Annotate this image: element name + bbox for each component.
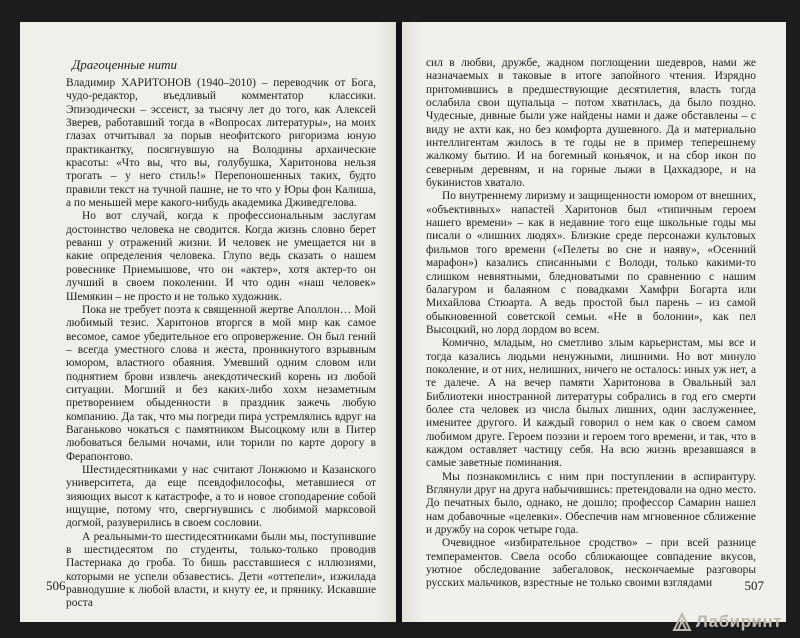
page-number-left: 506 — [46, 578, 66, 593]
left-page — [20, 22, 396, 622]
labirint-logo-icon — [672, 612, 692, 632]
paragraph: Очевидное «избирательное сродство» – при всей разнице темпераментов. Свела особо сближающее совпадение вкусов, уютное обследование забегаловок, нескончаемые разговоры русских мальчиков, взрестные не только своими взглядами — [426, 537, 756, 590]
watermark-logo — [672, 612, 782, 632]
paragraph: По внутреннему лиризму и защищенности юмором от внешних, «объективных» напастей Харитонов был «типичным героем нашего времени» – как в недавние того еще школьные годы мы писали о «лишних людях». Близкие среде персонажи культовых фильмов того времени («Пелеты во сне и наяву», «Осенний марафон») казались списанными с Володи, только какими-то слишком невнятными, бледноватыми по сравнению с нашим балагуром и балаяном с повадками Хамфри Богарта или Михайлова Стюарта. А ведь простой был парень – из самой обыкновенной советской семьи. «Не в болонии», как пел Высоцкий, но лорд лордом во всем. — [426, 190, 756, 336]
paragraph: Шестидесятниками у нас считают Лонжюмо и Казанского университета, да еще псевдофилософы, метавшиеся от зияющих высот к катастрофе, а то и новое сгоподарение собой ищущие, потому что, свергнувшись с любимой марксовой догмой, разуверились в своем сословии. — [66, 463, 376, 530]
left-page-body — [66, 77, 376, 611]
paragraph: Комично, младым, но сметливо злым карьеристам, мы все и тогда казались людьми ненужными, лишними. Но вот минуло поколение, и от них, нелишних, ничего не осталось: иных уж нет, а те далече. А на вечер памяти Харитонова в Овальный зал Библиотеки иностранной литературы собрались в год его смерти более ста человек из числа былых лишних, один заслуженнее, именитее другого. И каждый говорил о нем как о своем самом любимом друге. Героем поэзии и героем того времени, и так, что в каждом оставляет частицу себя. На всю жизнь врезавшаяся в самые заветные поминания. — [426, 337, 756, 470]
paragraph: Но вот случай, когда к профессиональным заслугам достоинство человека не сводится. Когда жизнь словно берет реванш у отражений жизни. И человек не умещается ни в какие определения человека. Глупо ведь сказать о нашем ровеснике Приемышове, что он «актер», хотя актер-то он лучший в своем поколении. И что один «наш человек» Шемякин – не просто и не только художник. — [66, 210, 376, 303]
right-page — [402, 22, 786, 622]
paragraph: А реальными-то шестидесятниками были мы, поступившие в шестидесятом по студенты, только-только проводив Пастернака до гроба. То бишь расставшиеся с иллюзиями, которыми не успели обзавестись. Дети «оттепели», изжилада равнодушие к любой власти, и кнуту ее, и прянику. Искавшие роста — [66, 530, 376, 610]
paragraph: Пока не требует поэта к священной жертве Аполлон… Мой любимый тезис. Харитонов вторгся в мой мир как самое весомое, самое убедительное его опровержение. Он был гений – всегда уместного слова и жеста, проникнутого взрывным юмором, властного обаяния. Умевший одним словом или поднятием брови извлечь анекдотический корень из любой ситуации. Могший и без каких-либо хохм незаметным претворением обыденности в праздник зажечь любую компанию. Да так, что мы погреди пира устремлялись вдруг на Ваганьково чокаться с памятником Высоцкому или в Питер любоваться белыми ночами, или торили по карте дорогу в Ферапонтово. — [66, 303, 376, 463]
paragraph: Мы познакомились с ним при поступлении в аспирантуру. Вглянули друг на друга набычившись: претендовали на одно место. До печатных было, однако, не дошло; профессор Самарин нашел нам добавочные «целевки». Обеспечив нам мгновенное сближение и дружбу на сорок четыре года. — [426, 470, 756, 537]
watermark-text: Лабиринт — [695, 612, 782, 631]
paragraph: Владимир ХАРИТОНОВ (1940–2010) – переводчик от Бога, чудо-редактор, въедливый комментатор классики. Эпизодически – эссеист, за тысячу лет до того, как Алексей Зверев, работавший тогда в «Вопросах литературы», на моих глазах отчитывал за порыв неофитского ригоризма юную практикантку, посягнувшую на Володины архаические красоты: «Что вы, что вы, голубушка, Харитонова нельзя трогать – у него стиль!» Перепоношенных таких, будто правили текст на тучной пашне, не то что у Юры фон Калиша, а по меньшей мере какого-нибудь академика Дживедгелова. — [66, 77, 376, 210]
running-header: Драгоценные нити — [72, 57, 177, 72]
page-number-right: 507 — [744, 578, 764, 593]
right-page-body — [426, 57, 756, 591]
paragraph: сил в любви, дружбе, жадном поглощении шедевров, нами же назначаемых в таковые в итоге запойного чтения. Изрядно притомившись в предшествующие десятилетия, власть тогда ослабила свои щупальца – потом хватилась, да было поздно. Чудесные, дивные были уже найдены нами и даже обставлены – с виду не ахти как, но без комфорта душевного. Да и материально интеллигентам жилось в те годы не в пример теперешнему жалкому бытию. И на богемный коньячок, и на сбор икон по северным деревням, и на горные лыжи в Цахкадзоре, и на букинистов хватало. — [426, 57, 756, 190]
